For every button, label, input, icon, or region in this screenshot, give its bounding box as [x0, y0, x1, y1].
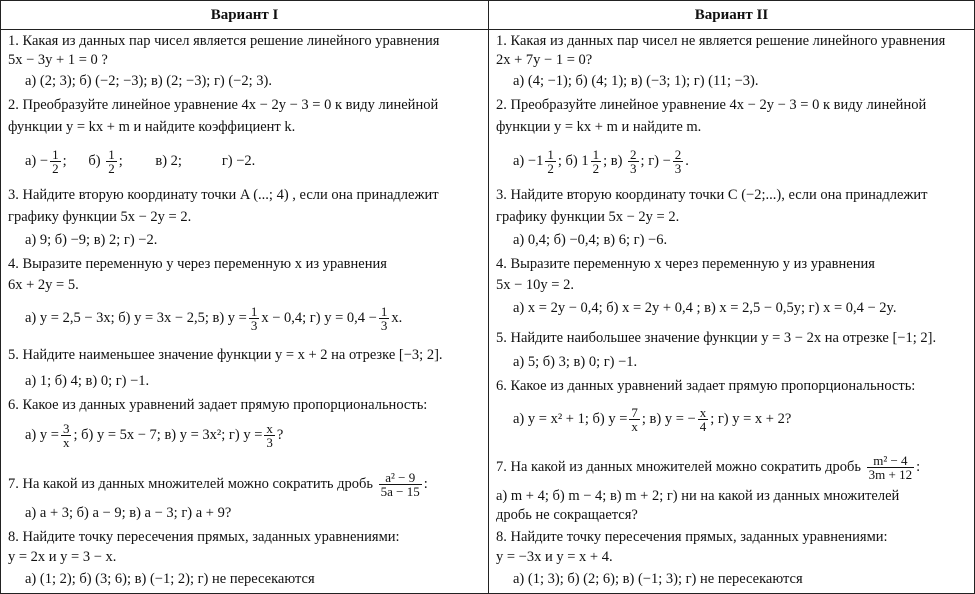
v2-q5-options: а) 5; б) 3; в) 0; г) −1.	[513, 354, 638, 370]
v2-q2-options: а) −1 $\frac{1}{2}$ ; б) 1 $\frac{1}{2}$ ; в) $\frac{2}{3}$ ; г) − $\frac{2}{3}$ .	[513, 147, 689, 176]
fraction: $\frac{1}{3}$	[380, 304, 388, 333]
v2-q7-text: 7. На какой из данных множителей можно сократить дробь $\frac{\text{m² − 4}}{3m + 12}$ :	[496, 453, 921, 482]
v1-q5-text: 5. Найдите наименьшее значение функции y = x + 2 на отрезке [−3; 2].	[8, 347, 443, 363]
v1-q2-text: 2. Преобразуйте линейное уравнение 4x − 2y − 3 = 0 к виду линейной	[8, 97, 439, 113]
fraction: $\frac{2}{3}$	[674, 147, 682, 176]
v1-q6-text: 6. Какое из данных уравнений задает прямую пропорциональность:	[8, 397, 428, 413]
variant-1-title: Вариант I	[210, 7, 279, 23]
fraction: $\frac{1}{2}$	[52, 147, 59, 176]
v2-q3-line2: графику функции 5x − 2y = 2.	[496, 209, 680, 225]
v1-q7-options: а) a + 3; б) a − 9; в) a − 3; г) a + 9?	[25, 505, 232, 521]
v1-q4-text: 4. Выразите переменную y через переменную x из уравнения	[8, 256, 387, 272]
v2-q8-text: 8. Найдите точку пересечения прямых, заданных уравнениями:	[496, 529, 888, 545]
variant-2-title: Вариант II	[694, 7, 769, 23]
v1-q8-line2: y = 2x и y = 3 − x.	[8, 549, 117, 565]
fraction: $\frac{x}{3}$	[266, 421, 273, 450]
variant-1-column	[1, 30, 487, 593]
v1-q2-opt-c: в) 2;	[155, 152, 182, 169]
v2-q6-text: 6. Какое из данных уравнений задает прямую пропорциональность:	[496, 378, 916, 394]
v1-q5-options: а) 1; б) 4; в) 0; г) −1.	[25, 373, 150, 389]
fraction: $\frac{\text{m² − 4}}{3m + 12}$	[868, 453, 913, 482]
v1-q3-options: а) 9; б) −9; в) 2; г) −2.	[25, 232, 158, 248]
v2-q5-text: 5. Найдите наибольшее значение функции y = 3 − 2x на отрезке [−1; 2].	[496, 330, 937, 346]
v1-q2-opt-b: б)	[88, 152, 101, 169]
v2-q1-text: 1. Какая из данных пар чисел не является решение линейного уравнения	[496, 33, 946, 49]
v1-q7-text: 7. На какой из данных множителей можно сократить дробь $\frac{\text{a² − 9}}{5a - 15}$ :	[8, 470, 428, 499]
v1-q2-options: а) − $\frac{1}{2}$ ; б) $\frac{1}{2}$ ; в) 2; г) −2.	[25, 147, 256, 176]
v1-q4-line2: 6x + 2y = 5.	[8, 277, 79, 293]
v2-q8-options: а) (1; 3); б) (2; 6); в) (−1; 3); г) не пересекаются	[513, 571, 803, 587]
v1-q8-text: 8. Найдите точку пересечения прямых, заданных уравнениями:	[8, 529, 400, 545]
v1-q4-options: а) y = 2,5 − 3x; б) y = 3x − 2,5; в) y = $\frac{1}{3}$ x − 0,4; г) y = 0,4 − $\frac{1}{3}$ x.	[25, 304, 403, 333]
v2-q7-options: а) m + 4; б) m − 4; в) m + 2; г) ни на какой из данных множителей	[496, 488, 900, 504]
v2-q2-line2: функции y = kx + m и найдите m.	[496, 119, 702, 135]
fraction: $\frac{1}{2}$	[547, 147, 554, 176]
v2-q1-options: а) (4; −1); б) (4; 1); в) (−3; 1); г) (11; −3).	[513, 73, 759, 89]
fraction: $\frac{1}{2}$	[108, 147, 115, 176]
v2-q3-text: 3. Найдите вторую координату точки C (−2;...), если она принадлежит	[496, 187, 928, 203]
variant-2-column	[489, 30, 974, 593]
v2-q4-line2: 5x − 10y = 2.	[496, 277, 574, 293]
v1-q1-options: а) (2; 3); б) (−2; −3); в) (2; −3); г) (−2; 3).	[25, 73, 272, 89]
v2-q4-options: а) x = 2y − 0,4; б) x = 2y + 0,4 ; в) x = 2,5 − 0,5y; г) x = 0,4 − 2y.	[513, 300, 897, 316]
v1-q2-line2: функции y = kx + m и найдите коэффициент k.	[8, 119, 296, 135]
v1-q3-text: 3. Найдите вторую координату точки A (...; 4) , если она принадлежит	[8, 187, 439, 203]
v1-q2-opt-a: а) −	[25, 152, 49, 169]
v1-q1-equation: 5x − 3y + 1 = 0 ?	[8, 52, 108, 68]
v1-q6-options: а) y = $\frac{3}{x}$ ; б) y = 5x − 7; в) y = 3x²; г) y = $\frac{x}{3}$ ?	[25, 421, 284, 450]
fraction: $\frac{3}{x}$	[62, 421, 70, 450]
v1-q3-line2: графику функции 5x − 2y = 2.	[8, 209, 192, 225]
fraction: $\frac{7}{x}$	[631, 405, 638, 434]
v2-q2-text: 2. Преобразуйте линейное уравнение 4x − 2y − 3 = 0 к виду линейной	[496, 97, 927, 113]
v1-q2-opt-d: г) −2.	[221, 152, 256, 169]
v1-q1-text: 1. Какая из данных пар чисел является решение линейного уравнения	[8, 33, 440, 49]
fraction: $\frac{2}{3}$	[630, 147, 637, 176]
fraction: $\frac{1}{2}$	[592, 147, 600, 176]
v2-q6-options: а) y = x² + 1; б) y = $\frac{7}{x}$ ; в) y = − $\frac{x}{4}$ ; г) y = x + 2?	[513, 405, 792, 434]
v1-q8-options: а) (1; 2); б) (3; 6); в) (−1; 2); г) не пересекаются	[25, 571, 315, 587]
v2-q8-line2: y = −3x и y = x + 4.	[496, 549, 613, 565]
fraction: $\frac{1}{3}$	[250, 304, 258, 333]
v2-q3-options: а) 0,4; б) −0,4; в) 6; г) −6.	[513, 232, 668, 248]
v2-q4-text: 4. Выразите переменную x через переменную y из уравнения	[496, 256, 875, 272]
fraction: $\frac{x}{4}$	[699, 405, 707, 434]
fraction: $\frac{\text{a² − 9}}{5a - 15}$	[380, 470, 420, 499]
v2-q7-line3: дробь не сокращается?	[496, 507, 638, 523]
v2-q1-equation: 2x + 7y − 1 = 0?	[496, 52, 593, 68]
